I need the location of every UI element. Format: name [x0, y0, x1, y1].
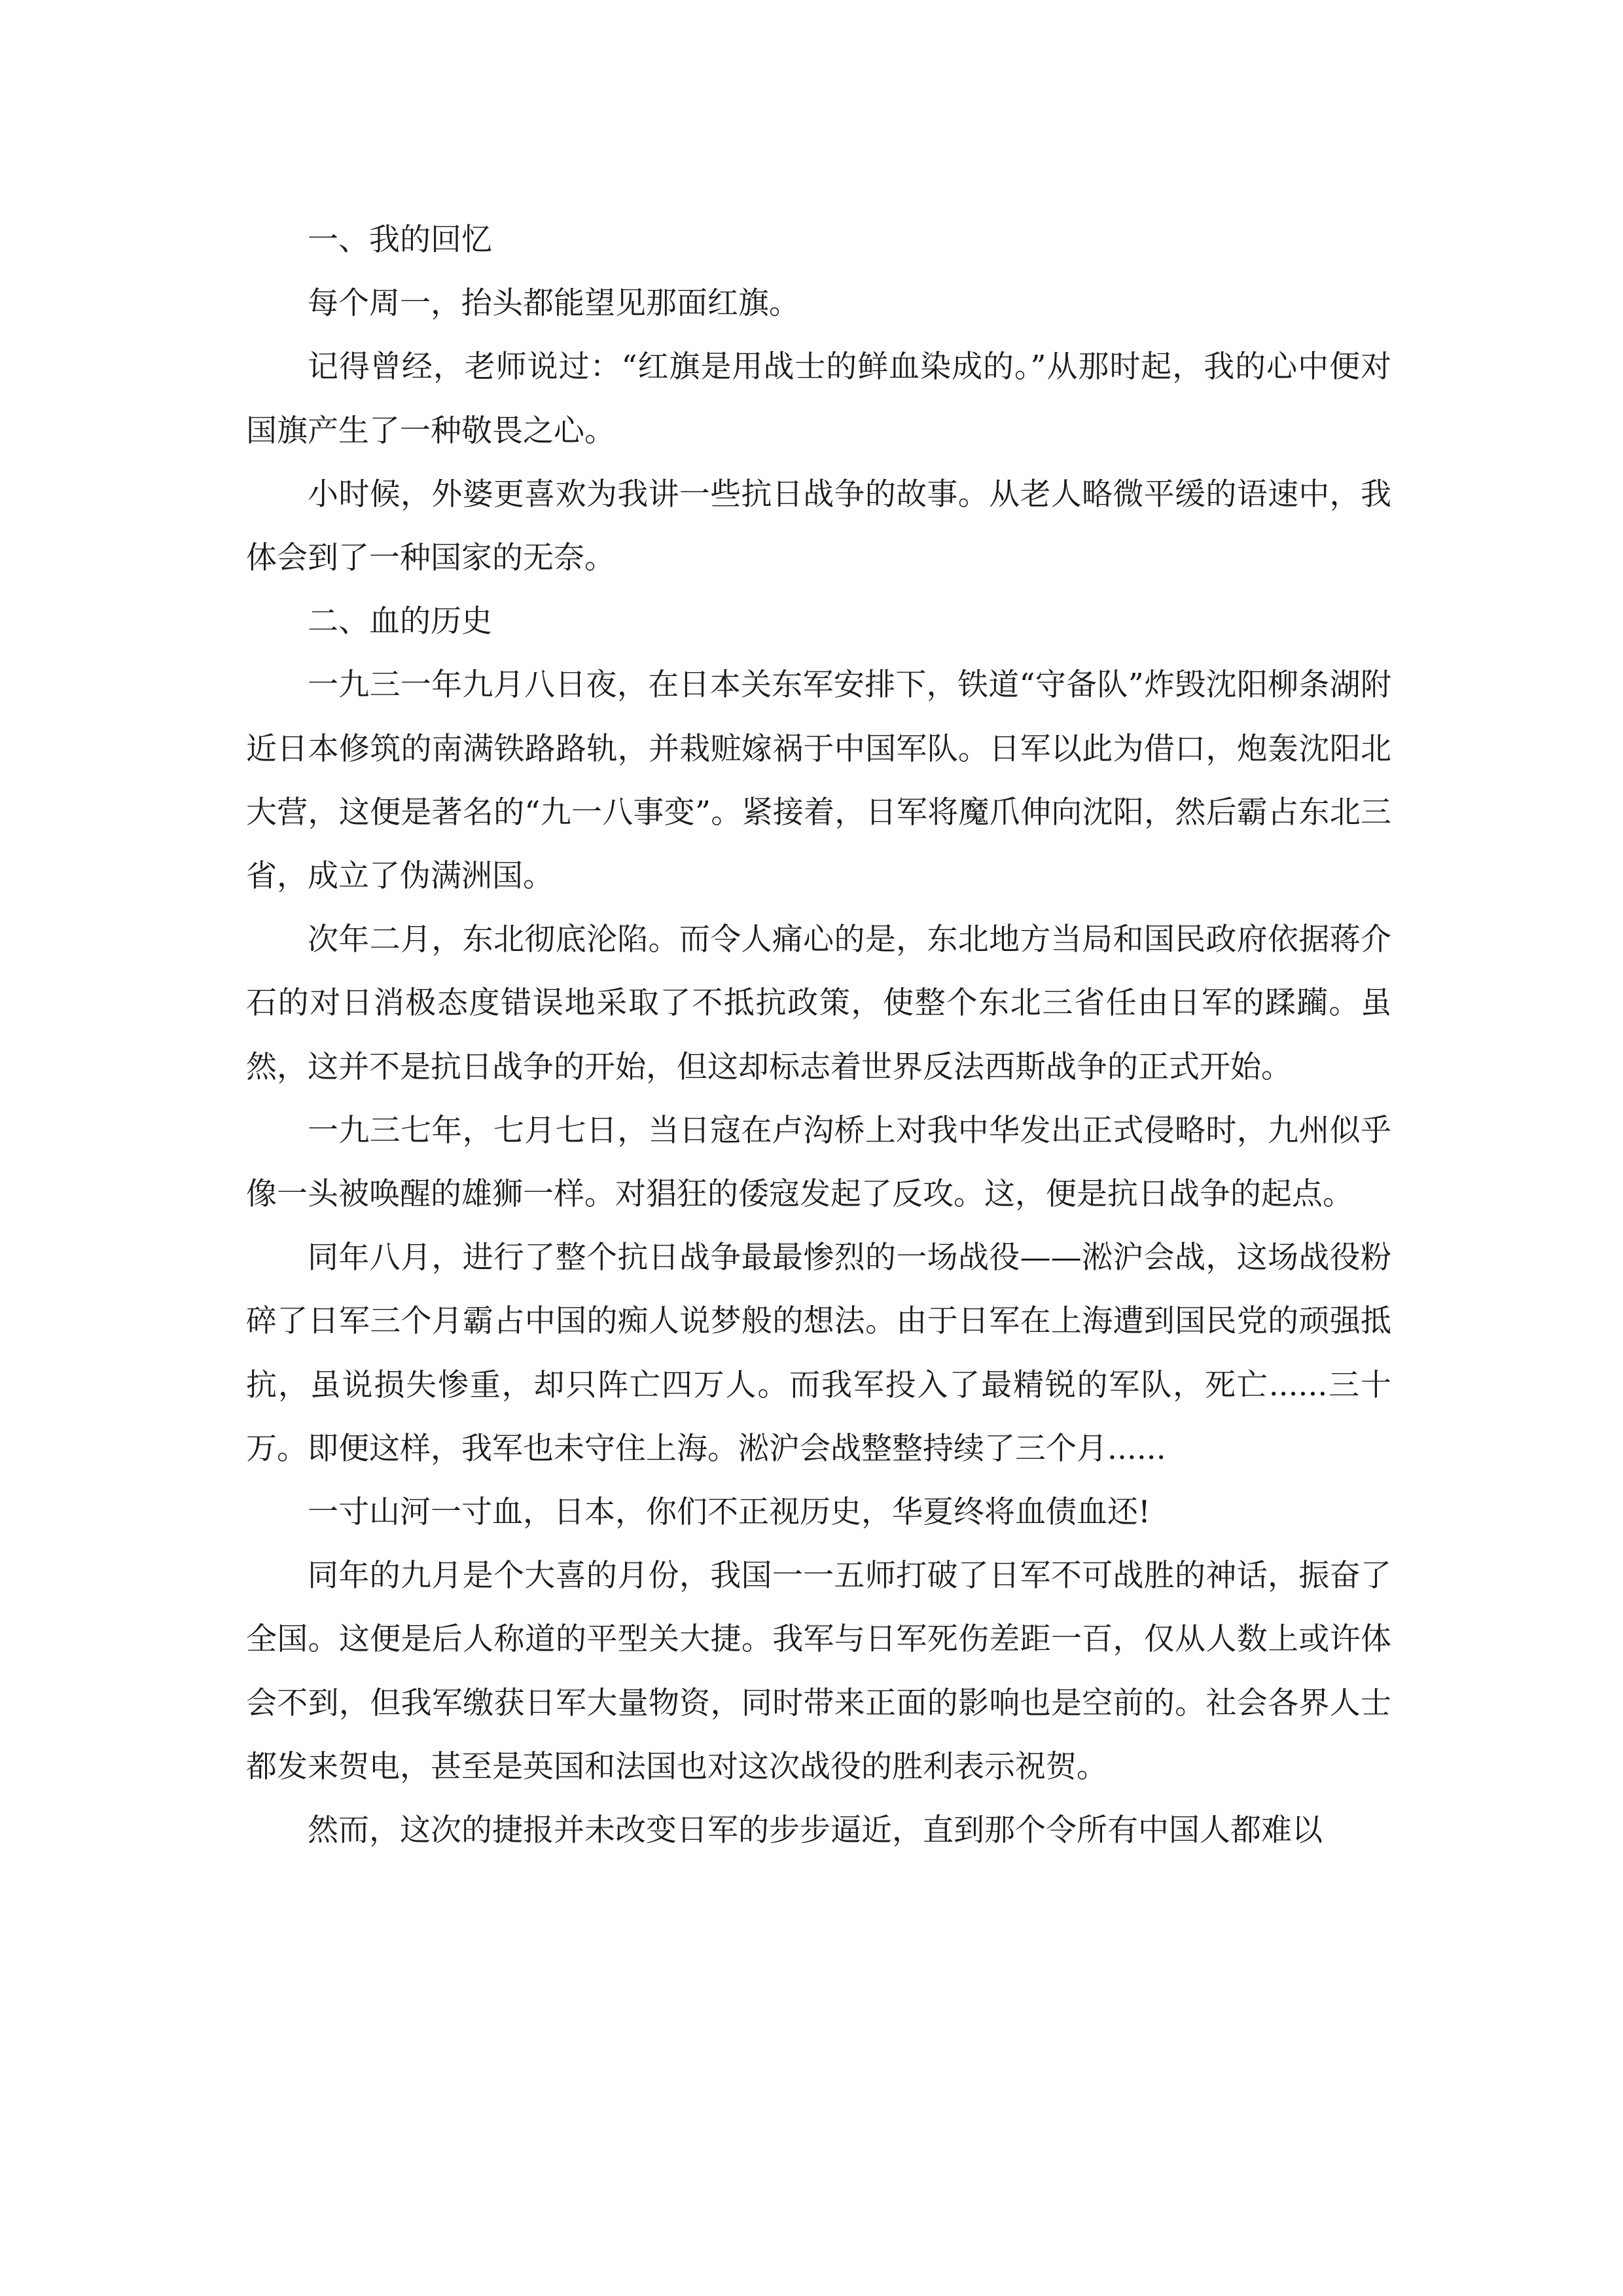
document-body — [246, 208, 1391, 1862]
paragraph: 每个周一，抬头都能望见那面红旗。 — [308, 285, 800, 322]
paragraph: 一寸山河一寸血，日本，你们不正视历史，华夏终将血债血还! — [308, 1494, 1150, 1531]
paragraph: 同年八月，进行了整个抗日战争最最惨烈的一场战役——淞沪会战，这场战役粉碎了日军三个月霸占中国的痴人说梦般的想法。由于日军在上海遭到国民党的顽强抵抗，虽说损失惨重，却只阵亡四万人。而我军投入了最精锐的军队，死亡......三十万。即便这样，我军也未守住上海。淞沪会战整整持续了三个月...... — [246, 1240, 1391, 1467]
paragraph: 记得曾经，老师说过：“红旗是用战士的鲜血染成的。”从那时起，我的心中便对国旗产生了一种敬畏之心。 — [246, 349, 1391, 449]
paragraph: 次年二月，东北彻底沦陷。而令人痛心的是，东北地方当局和国民政府依据蒋介石的对日消极态度错误地采取了不抵抗政策，使整个东北三省任由日军的蹂躏。虽然，这并不是抗日战争的开始，但这却标志着世界反法西斯战争的正式开始。 — [246, 922, 1391, 1085]
paragraph: 一九三七年，七月七日，当日寇在卢沟桥上对我中华发出正式侵略时，九州似乎像一头被唤醒的雄狮一样。对猖狂的倭寇发起了反攻。这，便是抗日战争的起点。 — [246, 1112, 1391, 1213]
paragraph: 然而，这次的捷报并未改变日军的步步逼近，直到那个令所有中国人都难以 — [308, 1812, 1323, 1849]
paragraph: 同年的九月是个大喜的月份，我国一一五师打破了日军不可战胜的神话，振奋了全国。这便是后人称道的平型关大捷。我军与日军死伤差距一百，仅从人数上或许体会不到，但我军缴获日军大量物资，同时带来正面的影响也是空前的。社会各界人士都发来贺电，甚至是英国和法国也对这次战役的胜利表示祝贺。 — [246, 1558, 1391, 1785]
section-heading: 二、血的历史 — [308, 603, 492, 640]
paragraph: 小时候，外婆更喜欢为我讲一些抗日战争的故事。从老人略微平缓的语速中，我体会到了一种国家的无奈。 — [246, 476, 1391, 577]
paragraph: 一九三一年九月八日夜，在日本关东军安排下，铁道“守备队”炸毁沈阳柳条湖附近日本修筑的南满铁路路轨，并栽赃嫁祸于中国军队。日军以此为借口，炮轰沈阳北大营，这便是著名的“九一八事变”。紧接着，日军将魔爪伸向沈阳，然后霸占东北三省，成立了伪满洲国。 — [246, 667, 1391, 895]
section-heading: 一、我的回忆 — [308, 222, 492, 258]
